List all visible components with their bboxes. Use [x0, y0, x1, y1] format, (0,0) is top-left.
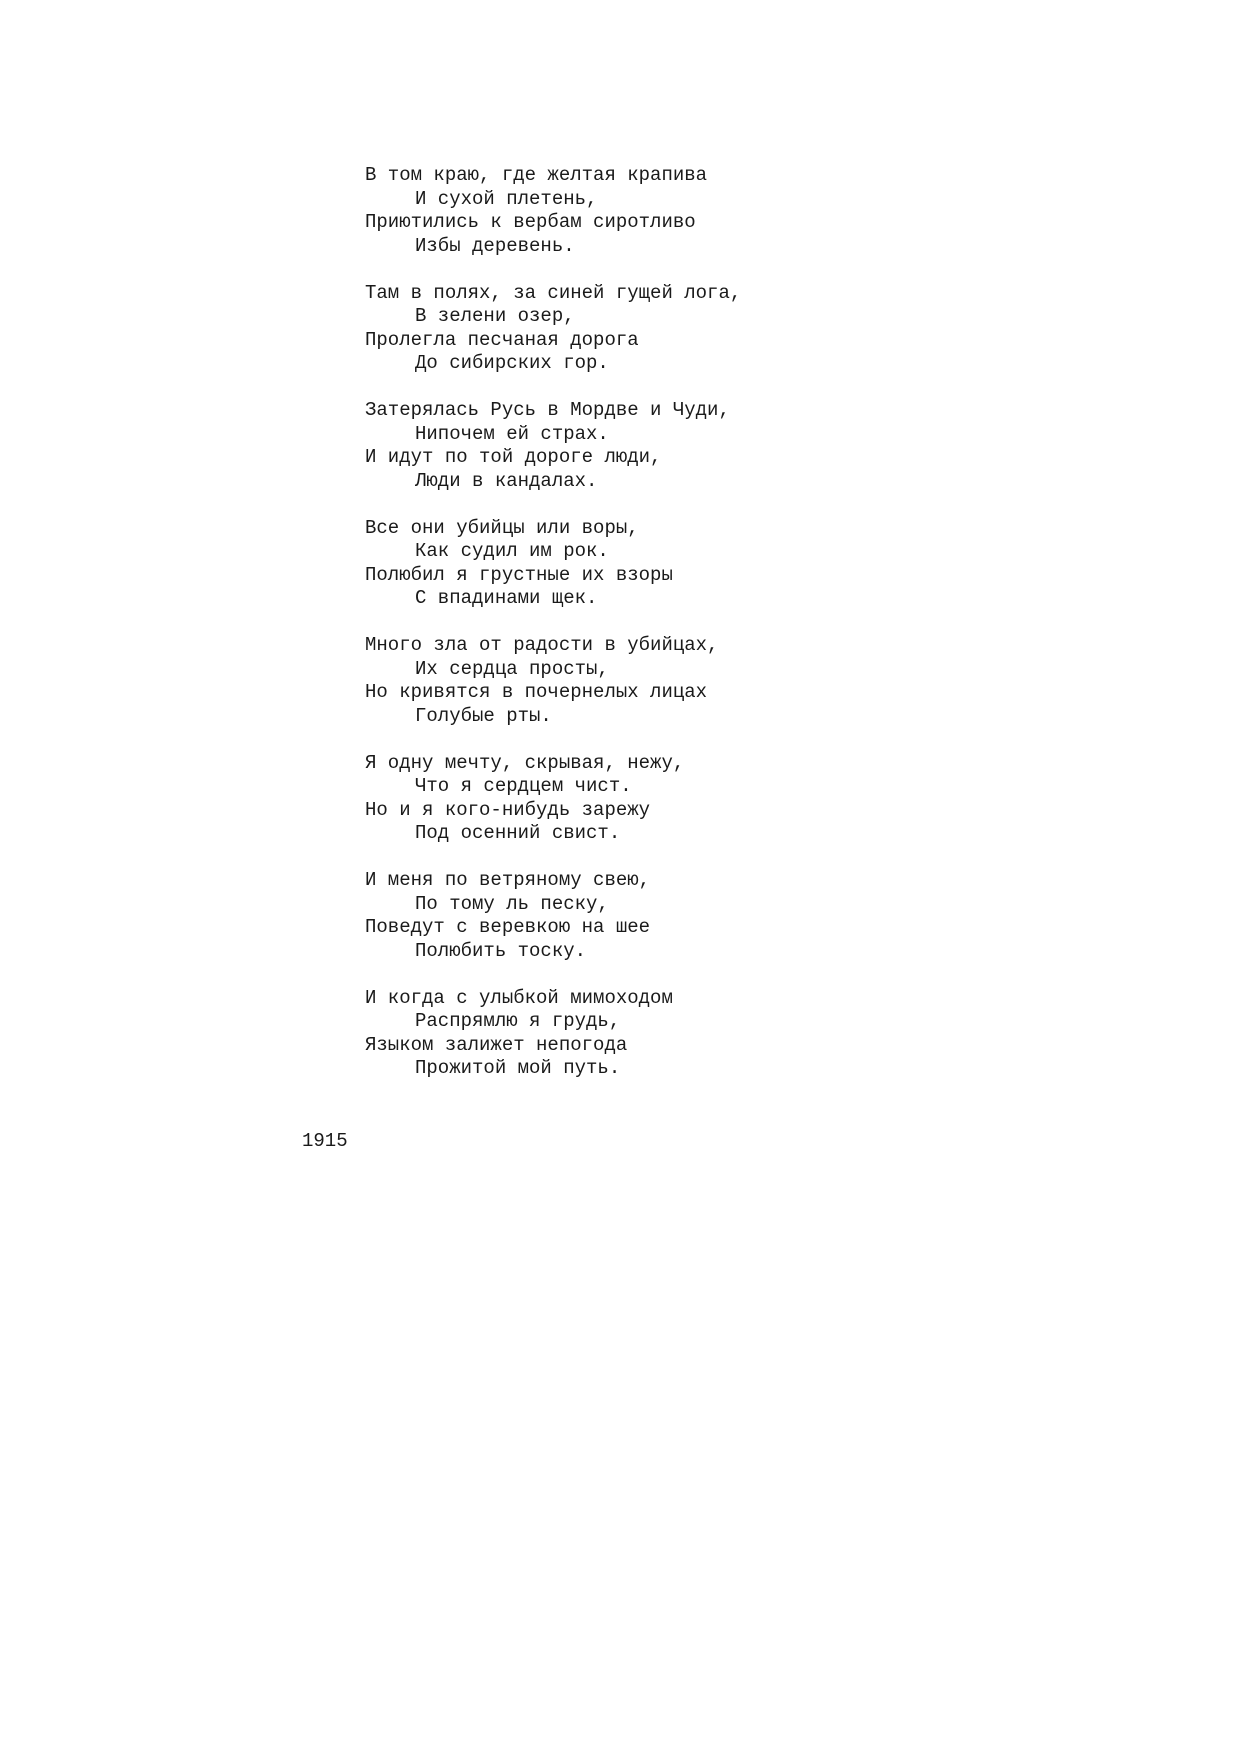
poem-line: Там в полях, за синей гущей лога,	[365, 281, 742, 304]
stanza-1	[365, 164, 741, 258]
poem-line: Пролегла песчаная дорога	[365, 328, 639, 351]
poem-line: В том краю, где желтая крапива	[365, 164, 708, 186]
poem-line: Люди в кандалах.	[415, 469, 598, 492]
poem-line: Полюбил я грустные их взоры	[365, 563, 673, 586]
poem-line: В зелени озер,	[415, 305, 575, 327]
poem-line: Языком залижет непогода	[365, 1033, 628, 1056]
poem-line: Много зла от радости в убийцах,	[365, 634, 719, 656]
stanza-5	[365, 634, 741, 728]
poem-line: И идут по той дороге люди,	[365, 446, 662, 468]
stanza-3	[365, 399, 741, 493]
poem-line: Избы деревень.	[415, 234, 575, 257]
poem-line: С впадинами щек.	[415, 587, 598, 609]
poem-line: Распрямлю я грудь,	[415, 1010, 621, 1032]
poem-body	[365, 164, 741, 1104]
poem-line: Прожитой мой путь.	[415, 1057, 621, 1079]
poem-line: Под осенний свист.	[415, 822, 621, 844]
poem-year: 1915	[302, 1130, 348, 1152]
poem-line: Но и я кого-нибудь зарежу	[365, 798, 651, 821]
stanza-7	[365, 869, 741, 963]
poem-line: Нипочем ей страх.	[415, 422, 609, 445]
poem-line: Но кривятся в почернелых лицах	[365, 681, 708, 703]
poem-line: Затерялась Русь в Мордве и Чуди,	[365, 399, 730, 421]
poem-line: И когда с улыбкой мимоходом	[365, 986, 673, 1009]
poem-line: Приютились к вербам сиротливо	[365, 211, 696, 233]
stanza-6	[365, 752, 741, 846]
stanza-4	[365, 517, 741, 611]
poem-line: Что я сердцем чист.	[415, 775, 632, 797]
stanza-2	[365, 282, 741, 376]
poem-line: Их сердца просты,	[415, 657, 609, 680]
poem-line: Полюбить тоску.	[415, 939, 587, 962]
poem-line: И меня по ветряному свею,	[365, 869, 651, 891]
poem-line: До сибирских гор.	[415, 352, 609, 374]
poem-line: Я одну мечту, скрывая, нежу,	[365, 751, 685, 774]
poem-line: По тому ль песку,	[415, 892, 609, 915]
poem-line: Поведут с веревкою на шее	[365, 916, 651, 938]
poem-line: И сухой плетень,	[415, 187, 598, 210]
poem-line: Как судил им рок.	[415, 540, 609, 562]
poem-line: Голубые рты.	[415, 704, 552, 727]
poem-line: Все они убийцы или воры,	[365, 516, 639, 539]
stanza-8	[365, 987, 741, 1081]
